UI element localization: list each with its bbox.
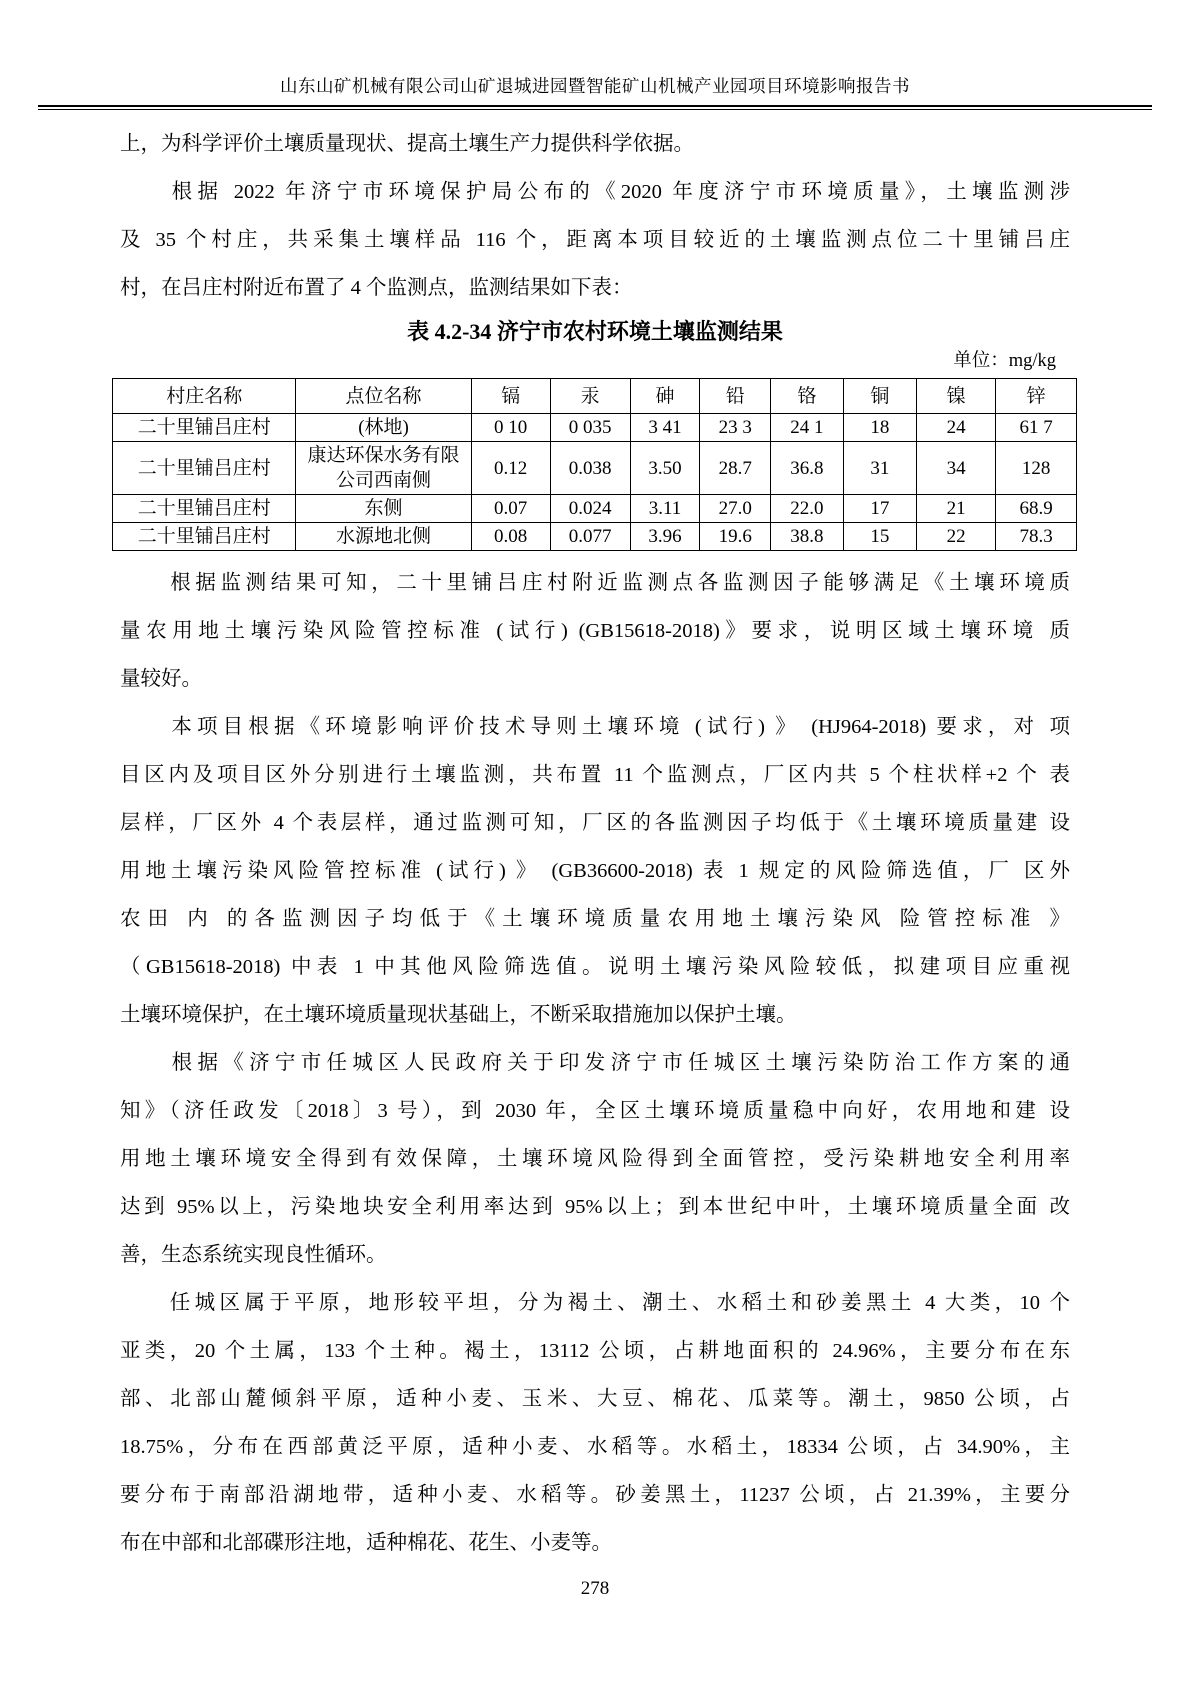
page-number: 278 [580,1578,610,1599]
table-cell: 康达环保水务有限公司西南侧 [296,442,471,495]
table-cell: 15 [843,523,916,551]
text-line: 用地土壤环境安全得到有效保障，土壤环境风险得到全面管控，受污染耕地安全利用率 [120,1148,1070,1170]
table-cell: 二十里铺吕庄村 [113,495,296,523]
table-cell: 24 [917,414,996,442]
table-cell: 二十里铺吕庄村 [113,414,296,442]
text-line: 善，生态系统实现良性循环。 [120,1244,387,1266]
paragraph [120,1279,1070,1567]
header-title: 山东山矿机械有限公司山矿退城进园暨智能矿山机械产业园项目环境影响报告书 [280,76,910,96]
text-line: （GB15618-2018) 中表 1 中其他风险筛选值。说明土壤污染风险较低，拟建项目应重视 [120,956,1070,978]
table-cell: 东侧 [296,495,471,523]
table-cell: 3.96 [630,523,700,551]
paragraph [120,120,1070,168]
table-cell: 0.077 [550,523,630,551]
table-cell: (林地) [296,414,471,442]
table-cell: 36.8 [771,442,844,495]
table-cell: 27.0 [700,495,771,523]
table-header-cell: 铬 [771,379,844,414]
text-line: 根据监测结果可知，二十里铺吕庄村附近监测点各监测因子能够满足《土壤环境质 [120,572,1070,594]
table-cell: 0.07 [471,495,550,523]
soil-monitoring-table [112,378,1077,551]
text-line: 根据 2022 年济宁市环境保护局公布的《2020 年度济宁市环境质量》，土壤监测涉 [120,181,1070,203]
text-line: 上，为科学评价土壤质量现状、提高土壤生产力提供科学依据。 [120,133,694,155]
table-header-cell: 点位名称 [296,379,471,414]
table-cell: 3 41 [630,414,700,442]
table-cell: 0.12 [471,442,550,495]
after-table-paragraphs [120,559,1070,1567]
paragraph [120,703,1070,1039]
table-cell: 3.11 [630,495,700,523]
table-cell: 0 10 [471,414,550,442]
table-cell: 19.6 [700,523,771,551]
table-cell: 3.50 [630,442,700,495]
table-row [113,523,1077,551]
text-line: 部、北部山麓倾斜平原，适种小麦、玉米、大豆、棉花、瓜菜等。潮土，9850 公顷，占 [120,1388,1070,1410]
header-rule [38,105,1152,110]
text-line: 村，在吕庄村附近布置了 4 个监测点，监测结果如下表： [120,277,633,299]
table-cell: 21 [917,495,996,523]
table-title: 表 4.2-34 济宁市农村环境土壤监测结果 [407,319,783,344]
table-row [113,495,1077,523]
body-content [120,120,1070,1567]
table-cell: 0.08 [471,523,550,551]
table-cell: 17 [843,495,916,523]
text-line: 及 35 个村庄，共采集土壤样品 116 个，距离本项目较近的土壤监测点位二十里铺吕庄 [120,229,1070,251]
table-header-cell: 砷 [630,379,700,414]
table-cell: 78.3 [996,523,1077,551]
table-body [113,414,1077,551]
table-cell: 二十里铺吕庄村 [113,523,296,551]
table-cell: 34 [917,442,996,495]
table-header-cell: 锌 [996,379,1077,414]
table-cell: 0.038 [550,442,630,495]
table-cell: 22 [917,523,996,551]
table-cell: 水源地北侧 [296,523,471,551]
table-cell: 23 3 [700,414,771,442]
table-header-cell: 汞 [550,379,630,414]
text-line: 目区内及项目区外分别进行土壤监测，共布置 11 个监测点，厂区内共 5 个柱状样+2 个 表 [120,764,1070,786]
text-line: 量农用地土壤污染风险管控标准 (试行) (GB15618-2018)》要求，说明区域土壤环境 质 [120,620,1070,642]
text-line: 农田 内 的各监测因子均低于《土壤环境质量农用地土壤污染风 险管控标准 》 [120,908,1070,930]
table-cell: 31 [843,442,916,495]
table-row [113,442,1077,495]
text-line: 要分布于南部沿湖地带，适种小麦、水稻等。砂姜黑土，11237 公顷，占 21.39%，主要分 [120,1484,1070,1506]
table-cell: 22.0 [771,495,844,523]
paragraph [120,168,1070,312]
text-line: 布在中部和北部碟形注地，适种棉花、花生、小麦等。 [120,1532,612,1554]
table-cell: 128 [996,442,1077,495]
page-footer [0,1578,1190,1600]
paragraph [120,1039,1070,1279]
text-line: 知》（济任政发〔2018〕3 号），到 2030 年，全区土壤环境质量稳中向好，农用地和建 设 [120,1100,1070,1122]
table-header-cell: 铅 [700,379,771,414]
text-line: 18.75%，分布在西部黄泛平原，适种小麦、水稻等。水稻土，18334 公顷，占 34.90%，主 [120,1436,1070,1458]
table-unit-label: 单位：mg/kg [953,351,1056,371]
text-line: 量较好。 [120,668,202,690]
table-header-cell: 镉 [471,379,550,414]
table-cell: 18 [843,414,916,442]
text-line: 达到 95%以上，污染地块安全利用率达到 95%以上；到本世纪中叶，土壤环境质量全面 改 [120,1196,1070,1218]
text-line: 亚类，20 个土属，133 个土种。褐土，13112 公顷，占耕地面积的 24.96%，主要分布在东 [120,1340,1070,1362]
table-head [113,379,1077,414]
text-line: 根据《济宁市任城区人民政府关于印发济宁市任城区土壤污染防治工作方案的通 [120,1052,1070,1074]
table-header-cell: 镍 [917,379,996,414]
text-line: 任城区属于平原，地形较平坦，分为褐土、潮土、水稻土和砂姜黑土 4 大类，10 个 [120,1292,1070,1314]
table-cell: 24 1 [771,414,844,442]
table-header-row [113,379,1077,414]
text-line: 土壤环境保护，在土壤环境质量现状基础上，不断采取措施加以保护土壤。 [120,1004,797,1026]
table-cell: 0.024 [550,495,630,523]
table-wrap [112,378,1078,551]
table-cell: 二十里铺吕庄村 [113,442,296,495]
table-cell: 0 035 [550,414,630,442]
table-cell: 68.9 [996,495,1077,523]
table-header-cell: 铜 [843,379,916,414]
text-line: 用地土壤污染风险管控标准 (试行) 》 (GB36600-2018) 表 1 规定的风险筛选值，厂 区外 [120,860,1070,882]
intro-paragraphs [120,120,1070,312]
table-cell: 28.7 [700,442,771,495]
page-header [0,0,1190,110]
table-cell: 61 7 [996,414,1077,442]
table-row [113,414,1077,442]
text-line: 本项目根据《环境影响评价技术导则土壤环境 (试行) 》 (HJ964-2018) 要求，对 项 [120,716,1070,738]
table-cell: 38.8 [771,523,844,551]
text-line: 层样，厂区外 4 个表层样，通过监测可知，厂区的各监测因子均低于《土壤环境质量建 设 [120,812,1070,834]
table-header-cell: 村庄名称 [113,379,296,414]
paragraph [120,559,1070,703]
